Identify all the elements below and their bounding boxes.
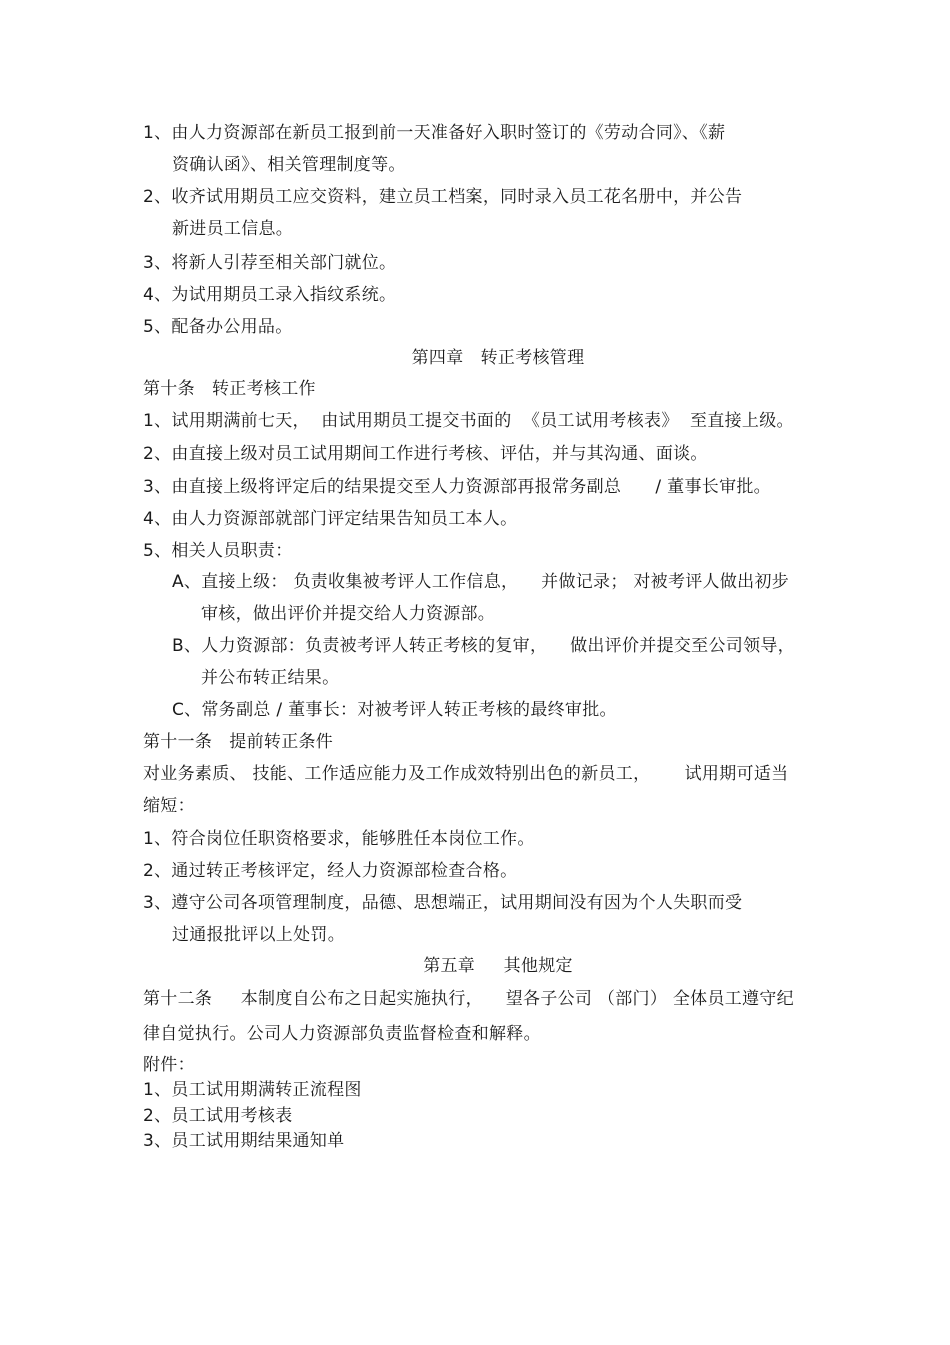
duty-item [172, 699, 617, 721]
list-item [143, 122, 725, 144]
duty-label: C、 [172, 700, 202, 720]
paragraph: 对业务素质、 技能、工作适应能力及工作成效特别出色的新员工， 试用期可适当 [143, 764, 789, 784]
list-item: 4、由人力资源部就部门评定结果告知员工本人。 [143, 509, 518, 529]
item-text: 由人力资源部在新员工报到前一天准备好入职时签订的《劳动合同》、《薪 [171, 123, 726, 143]
item-text: 将新人引荐至相关部门就位。 [171, 253, 397, 273]
list-item [143, 252, 396, 274]
paragraph-continuation: 律自觉执行。公司人力资源部负责监督检查和解释。 [143, 1024, 541, 1044]
article-heading: 第十条 转正考核工作 [143, 379, 316, 399]
list-item: 2、由直接上级对员工试用期间工作进行考核、评估，并与其沟通、面谈。 [143, 444, 708, 464]
list-item: 2、通过转正考核评定，经人力资源部检查合格。 [143, 861, 518, 881]
duty-item [172, 635, 795, 657]
duty-item [172, 571, 789, 593]
list-item [143, 186, 742, 208]
list-item: 1、试用期满前七天， 由试用期员工提交书面的 《员工试用考核表》 至直接上级。 [143, 411, 794, 431]
duty-text: 直接上级： 负责收集被考评人工作信息， 并做记录； 对被考评人做出初步 [201, 572, 790, 592]
item-text: 配备办公用品。 [171, 317, 293, 337]
list-item: 1、符合岗位任职资格要求，能够胜任本岗位工作。 [143, 829, 535, 849]
attachment-item: 2、员工试用考核表 [143, 1106, 293, 1126]
list-item [143, 316, 293, 338]
item-number: 2、 [143, 187, 172, 207]
item-number: 4、 [143, 285, 172, 305]
item-continuation: 过通报批评以上处罚。 [172, 925, 345, 945]
duty-label: A、 [172, 572, 202, 592]
duty-continuation: 并公布转正结果。 [201, 668, 340, 688]
item-number: 1、 [143, 123, 172, 143]
attachments-label: 附件： [143, 1055, 195, 1075]
paragraph: 第十二条 本制度自公布之日起实施执行， 望各子公司 （部门） 全体员工遵守纪 [143, 989, 794, 1009]
duty-text: 常务副总 / 董事长：对被考评人转正考核的最终审批。 [201, 700, 617, 720]
paragraph-continuation: 缩短： [143, 796, 195, 816]
item-text: 收齐试用期员工应交资料，建立员工档案，同时录入员工花名册中，并公告 [171, 187, 743, 207]
list-item [143, 284, 396, 306]
duty-continuation: 审核，做出评价并提交给人力资源部。 [201, 604, 496, 624]
list-item: 3、遵守公司各项管理制度，品德、思想端正，试用期间没有因为个人失职而受 [143, 893, 743, 913]
item-continuation: 新进员工信息。 [172, 219, 294, 239]
list-item: 5、相关人员职责： [143, 541, 293, 561]
chapter-title: 第五章 其他规定 [423, 956, 573, 976]
item-number: 3、 [143, 253, 172, 273]
duty-text: 人力资源部：负责被考评人转正考核的复审， 做出评价并提交至公司领导， [201, 636, 795, 656]
attachment-item: 1、员工试用期满转正流程图 [143, 1080, 362, 1100]
chapter-title: 第四章 转正考核管理 [411, 348, 585, 368]
item-text: 为试用期员工录入指纹系统。 [171, 285, 397, 305]
duty-label: B、 [172, 636, 202, 656]
article-heading: 第十一条 提前转正条件 [143, 732, 334, 752]
item-continuation: 资确认函》、相关管理制度等。 [172, 155, 406, 175]
item-number: 5、 [143, 317, 172, 337]
list-item: 3、由直接上级将评定后的结果提交至人力资源部再报常务副总 / 董事长审批。 [143, 477, 771, 497]
attachment-item: 3、员工试用期结果通知单 [143, 1131, 345, 1151]
